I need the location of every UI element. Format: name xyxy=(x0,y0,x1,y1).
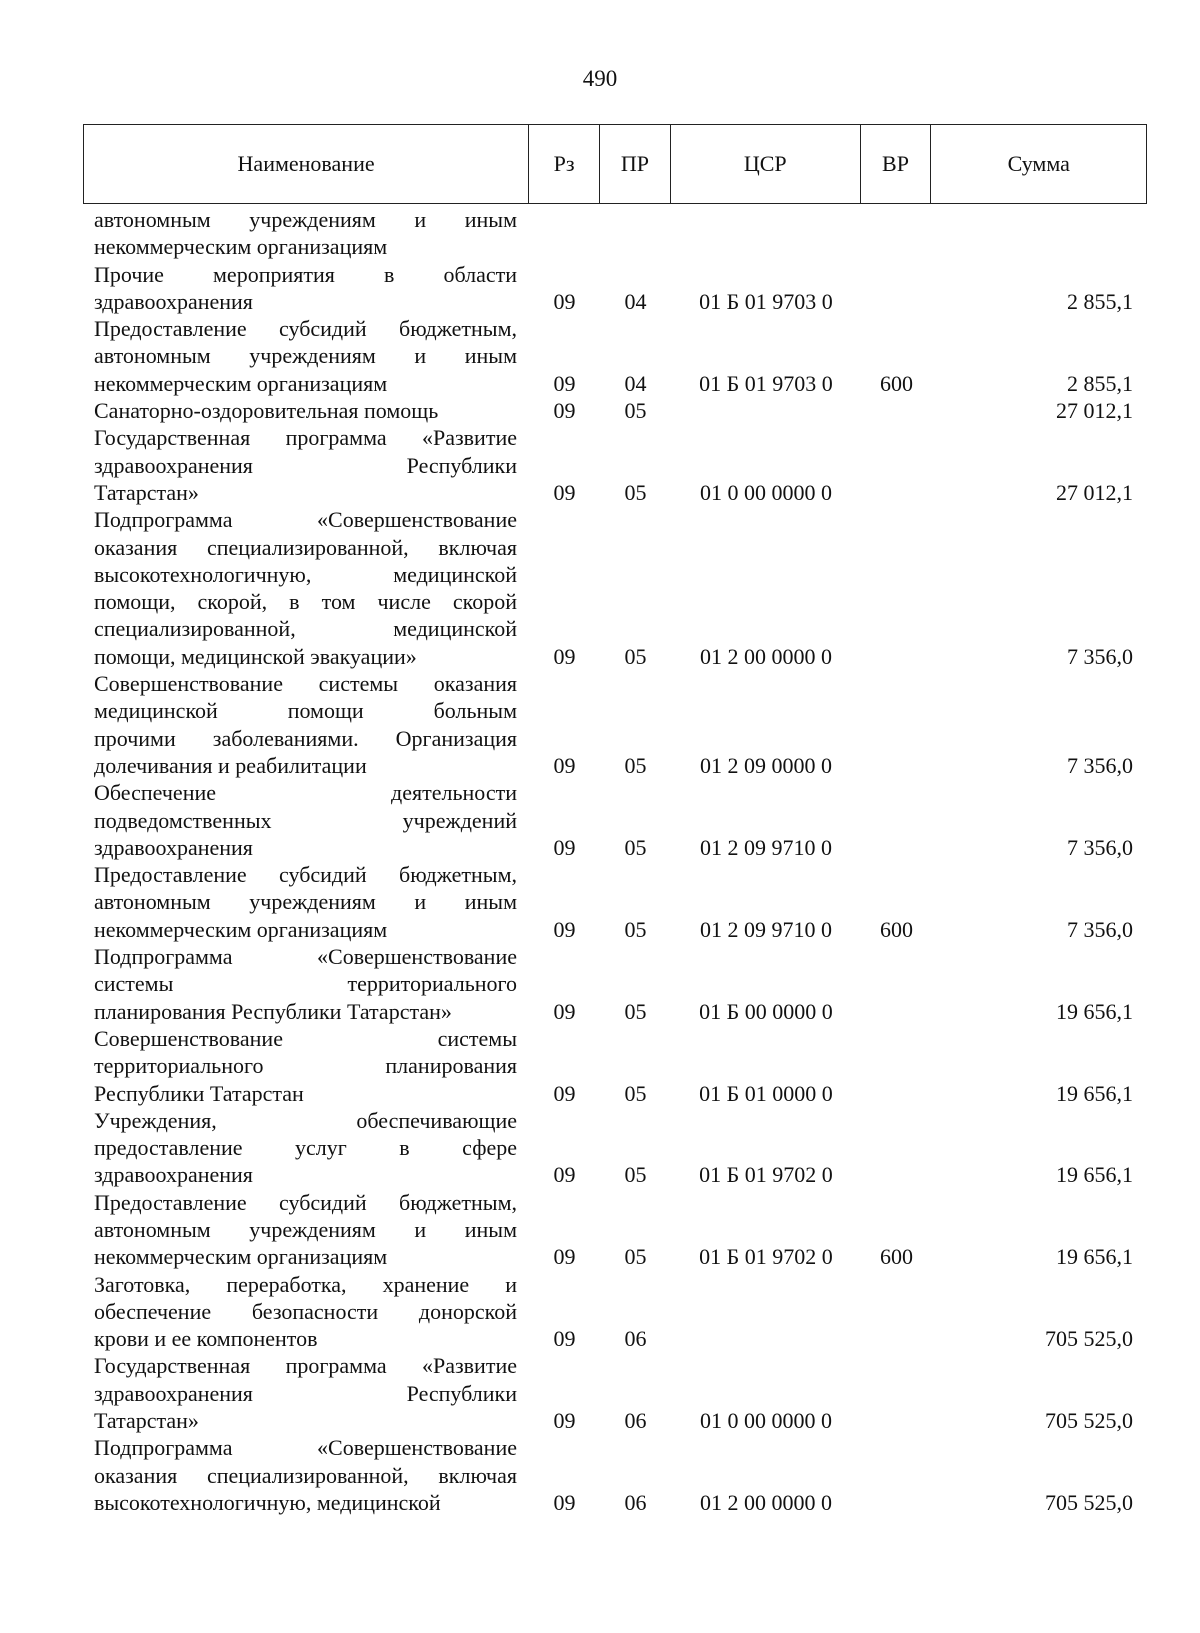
row-name-line: Предоставление субсидий бюджетным, xyxy=(94,862,517,888)
row-name xyxy=(83,1352,529,1434)
row-name-line: оказания специализированной, включая xyxy=(94,534,517,560)
row-name-line: Предоставление субсидий бюджетным, xyxy=(94,316,517,342)
row-name-line: Подпрограмма «Совершенствование xyxy=(94,944,517,970)
row-rz: 09 xyxy=(553,1244,576,1270)
row-name xyxy=(83,506,529,670)
row-name-line: медицинской помощи больным xyxy=(94,698,517,724)
row-name-line: здравоохранения xyxy=(94,288,253,314)
row-name-line: Подпрограмма «Совершенствование xyxy=(94,507,517,533)
header-vr: ВР xyxy=(861,125,932,203)
row-csr: 01 2 09 0000 0 xyxy=(700,752,832,778)
header-name: Наименование xyxy=(84,125,529,203)
row-name xyxy=(83,1271,529,1353)
header-pr: ПР xyxy=(600,125,671,203)
header-sum: Сумма xyxy=(1007,151,1070,176)
row-rz: 09 xyxy=(553,916,576,942)
row-rz: 09 xyxy=(553,1326,576,1352)
row-sum: 19 656,1 xyxy=(1056,1244,1133,1270)
row-name-line: крови и ее компонентов xyxy=(94,1326,318,1352)
row-vr: 600 xyxy=(880,916,913,942)
row-name-line: некоммерческим организациям xyxy=(94,916,388,942)
row-name-line: Заготовка, переработка, хранение и xyxy=(94,1271,517,1297)
row-name xyxy=(83,1189,529,1271)
row-name-line: Государственная программа «Развитие xyxy=(94,1353,517,1379)
row-name-line: Республики Татарстан xyxy=(94,1080,304,1106)
row-sum: 19 656,1 xyxy=(1056,1162,1133,1188)
row-pr: 05 xyxy=(624,916,647,942)
row-name-line: планирования Республики Татарстан» xyxy=(94,998,452,1024)
row-name-line: Учреждения, обеспечивающие xyxy=(94,1107,517,1133)
row-name xyxy=(83,1107,529,1189)
row-name-line: некоммерческим организациям xyxy=(94,370,388,396)
row-csr: 01 0 00 0000 0 xyxy=(700,479,832,505)
table-body xyxy=(83,206,1147,1516)
table-row xyxy=(83,1107,1147,1189)
row-name xyxy=(83,206,529,261)
row-name-line: автономным учреждениям и иным xyxy=(94,889,517,915)
row-name-line: Татарстан» xyxy=(94,479,199,505)
row-pr: 04 xyxy=(624,370,647,396)
row-csr: 01 Б 00 0000 0 xyxy=(699,998,833,1024)
row-rz: 09 xyxy=(553,288,576,314)
row-name-line: здравоохранения Республики xyxy=(94,452,517,478)
row-name-line: здравоохранения Республики xyxy=(94,1380,517,1406)
row-name-line: автономным учреждениям и иным xyxy=(94,207,517,232)
row-pr: 06 xyxy=(624,1489,647,1515)
row-csr: 01 0 00 0000 0 xyxy=(700,1408,832,1434)
row-rz: 09 xyxy=(553,1408,576,1434)
row-name xyxy=(83,861,529,943)
row-pr: 05 xyxy=(624,834,647,860)
table-row xyxy=(83,424,1147,506)
table-header xyxy=(83,124,1147,204)
row-pr: 04 xyxy=(624,288,647,314)
row-sum: 19 656,1 xyxy=(1056,998,1133,1024)
row-name-line: здравоохранения xyxy=(94,1162,253,1188)
row-rz: 09 xyxy=(553,752,576,778)
row-vr: 600 xyxy=(880,370,913,396)
row-sum: 2 855,1 xyxy=(1067,288,1133,314)
row-csr: 01 Б 01 9703 0 xyxy=(699,370,833,396)
row-rz: 09 xyxy=(553,1489,576,1515)
row-name xyxy=(83,315,529,397)
row-pr: 05 xyxy=(624,1162,647,1188)
row-name-line: Совершенствование системы xyxy=(94,1025,517,1051)
row-name xyxy=(83,1025,529,1107)
row-name-line: некоммерческим организациям xyxy=(94,234,388,260)
row-name-line: Подпрограмма «Совершенствование xyxy=(94,1435,517,1461)
table-row xyxy=(83,943,1147,1025)
row-sum: 705 525,0 xyxy=(1045,1489,1133,1515)
row-name-line: здравоохранения xyxy=(94,834,253,860)
row-pr: 05 xyxy=(624,1080,647,1106)
row-rz: 09 xyxy=(553,834,576,860)
page-number: 490 xyxy=(582,66,618,91)
row-sum: 7 356,0 xyxy=(1067,834,1133,860)
row-rz: 09 xyxy=(553,1162,576,1188)
table-row xyxy=(83,670,1147,779)
row-rz: 09 xyxy=(553,479,576,505)
row-pr: 05 xyxy=(624,479,647,505)
row-name-line: системы территориального xyxy=(94,971,517,997)
row-name-line: оказания специализированной, включая xyxy=(94,1462,517,1488)
row-sum: 27 012,1 xyxy=(1056,479,1133,505)
row-rz: 09 xyxy=(553,643,576,669)
row-name-line: долечивания и реабилитации xyxy=(94,752,367,778)
table-row xyxy=(83,315,1147,397)
row-name-line: Обеспечение деятельности xyxy=(94,780,517,806)
row-name-line: Предоставление субсидий бюджетным, xyxy=(94,1189,517,1215)
row-pr: 05 xyxy=(624,398,647,424)
row-name-line: автономным учреждениям и иным xyxy=(94,343,517,369)
header-csr: ЦСР xyxy=(671,125,861,203)
row-name xyxy=(83,779,529,861)
row-name xyxy=(83,670,529,779)
table-row xyxy=(83,1352,1147,1434)
row-name-line: Государственная программа «Развитие xyxy=(94,425,517,451)
row-name-line: Прочие мероприятия в области xyxy=(94,261,517,287)
row-pr: 06 xyxy=(624,1408,647,1434)
row-name-line: подведомственных учреждений xyxy=(94,807,517,833)
row-name-line: высокотехнологичную, медицинской xyxy=(94,561,517,587)
table-row xyxy=(83,506,1147,670)
row-name xyxy=(83,397,529,424)
row-sum: 705 525,0 xyxy=(1045,1408,1133,1434)
row-name-line: Совершенствование системы оказания xyxy=(94,671,517,697)
row-name xyxy=(83,943,529,1025)
row-csr: 01 2 00 0000 0 xyxy=(700,643,832,669)
row-csr: 01 Б 01 9703 0 xyxy=(699,288,833,314)
row-rz: 09 xyxy=(553,370,576,396)
row-name-line: некоммерческим организациям xyxy=(94,1244,388,1270)
row-name-line: территориального планирования xyxy=(94,1053,517,1079)
row-name-line: автономным учреждениям и иным xyxy=(94,1216,517,1242)
row-sum: 7 356,0 xyxy=(1067,916,1133,942)
row-sum: 705 525,0 xyxy=(1045,1326,1133,1352)
row-name-line: специализированной, медицинской xyxy=(94,616,517,642)
row-name-line: Санаторно-оздоровительная помощь xyxy=(94,398,439,424)
row-name-line: предоставление услуг в сфере xyxy=(94,1135,517,1161)
row-name-line: прочими заболеваниями. Организация xyxy=(94,725,517,751)
row-name-line: помощи, медицинской эвакуации» xyxy=(94,643,417,669)
table-row xyxy=(83,1189,1147,1271)
row-name-line: обеспечение безопасности донорской xyxy=(94,1298,517,1324)
table-row xyxy=(83,779,1147,861)
row-pr: 06 xyxy=(624,1326,647,1352)
table-row xyxy=(83,1025,1147,1107)
row-sum: 7 356,0 xyxy=(1067,752,1133,778)
row-name xyxy=(83,424,529,506)
row-csr: 01 2 09 9710 0 xyxy=(700,916,832,942)
row-sum: 7 356,0 xyxy=(1067,643,1133,669)
row-csr: 01 Б 01 9702 0 xyxy=(699,1244,833,1270)
table-row xyxy=(83,1271,1147,1353)
row-csr: 01 2 09 9710 0 xyxy=(700,834,832,860)
table-row xyxy=(83,206,1147,261)
row-name xyxy=(83,1434,529,1516)
header-rz: Рз xyxy=(529,125,600,203)
row-pr: 05 xyxy=(624,1244,647,1270)
row-vr: 600 xyxy=(880,1244,913,1270)
row-csr: 01 Б 01 9702 0 xyxy=(699,1162,833,1188)
row-rz: 09 xyxy=(553,1080,576,1106)
row-pr: 05 xyxy=(624,752,647,778)
row-name-line: помощи, скорой, в том числе скорой xyxy=(94,589,517,615)
row-pr: 05 xyxy=(624,998,647,1024)
row-sum: 27 012,1 xyxy=(1056,398,1133,424)
row-rz: 09 xyxy=(553,398,576,424)
table-row xyxy=(83,397,1147,424)
table-row xyxy=(83,261,1147,316)
row-name-line: высокотехнологичную, медицинской xyxy=(94,1489,441,1515)
row-sum: 2 855,1 xyxy=(1067,370,1133,396)
row-rz: 09 xyxy=(553,998,576,1024)
row-sum: 19 656,1 xyxy=(1056,1080,1133,1106)
row-pr: 05 xyxy=(624,643,647,669)
row-name-line: Татарстан» xyxy=(94,1408,199,1434)
table-row xyxy=(83,861,1147,943)
row-csr: 01 2 00 0000 0 xyxy=(700,1489,832,1515)
table-row xyxy=(83,1434,1147,1516)
row-csr: 01 Б 01 0000 0 xyxy=(699,1080,833,1106)
row-name xyxy=(83,261,529,316)
